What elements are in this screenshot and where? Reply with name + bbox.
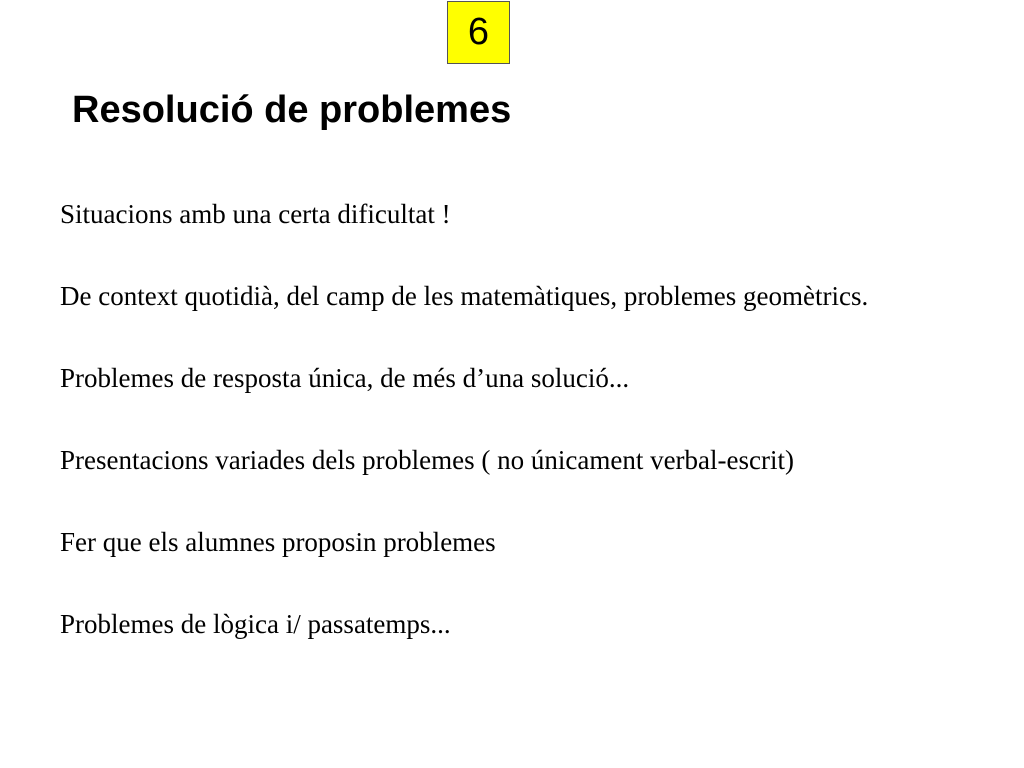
paragraph-5: Fer que els alumnes proposin problemes [60, 527, 496, 557]
paragraph-3: Problemes de resposta única, de més d’una solució... [60, 363, 630, 393]
paragraph-2: De context quotidià, del camp de les matemàtiques, problemes geomètrics. [60, 281, 869, 311]
slide-title: Resolució de problemes [72, 89, 512, 131]
paragraph-1: Situacions amb una certa dificultat ! [60, 199, 451, 229]
slide-body [60, 194, 940, 645]
page-number: 6 [467, 11, 490, 53]
paragraph-4: Presentacions variades dels problemes ( no únicament verbal-escrit) [60, 445, 794, 475]
paragraph-6: Problemes de lògica i/ passatemps... [60, 609, 451, 639]
page-number-badge [447, 1, 510, 64]
